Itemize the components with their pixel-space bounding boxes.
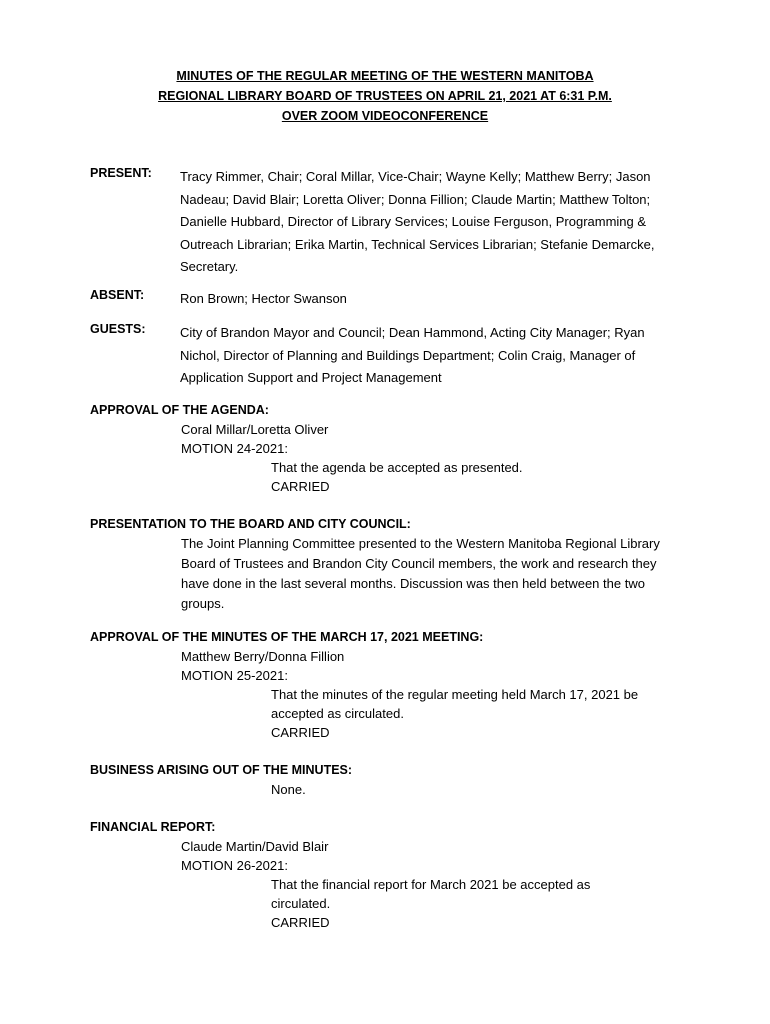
title-line-1: MINUTES OF THE REGULAR MEETING OF THE WESTERN MANITOBA xyxy=(176,69,594,83)
title-line-2: REGIONAL LIBRARY BOARD OF TRUSTEES ON APRIL 21, 2021 AT 6:31 P.M. xyxy=(158,89,612,103)
financial-result: CARRIED xyxy=(271,915,330,930)
presentation-text: The Joint Planning Committee presented to the Western Manitoba Regional Library Board of Trustees and Brandon City Council members, the work and research they have done in the last several months. Discussion was then held between the two groups. xyxy=(181,536,660,611)
minutes-heading: APPROVAL OF THE MINUTES OF THE MARCH 17, 2021 MEETING: xyxy=(90,630,484,644)
presentation-section xyxy=(90,515,690,614)
agenda-result: CARRIED xyxy=(271,479,330,494)
absent-label: ABSENT: xyxy=(90,288,145,302)
business-heading: BUSINESS ARISING OUT OF THE MINUTES: xyxy=(90,763,353,777)
minutes-motion-number: MOTION 25-2021: xyxy=(181,668,288,683)
document-title xyxy=(0,66,770,126)
minutes-result: CARRIED xyxy=(271,725,330,740)
present-section xyxy=(90,166,690,279)
minutes-approval-section xyxy=(90,628,690,742)
financial-motion-number: MOTION 26-2021: xyxy=(181,858,288,873)
financial-resolution: That the financial report for March 2021 be accepted as circulated. xyxy=(271,877,591,911)
agenda-heading: APPROVAL OF THE AGENDA: xyxy=(90,403,269,417)
agenda-movers: Coral Millar/Loretta Oliver xyxy=(181,422,329,437)
guests-section xyxy=(90,322,690,390)
financial-report-section xyxy=(90,818,690,932)
business-text: None. xyxy=(271,782,306,797)
title-line-3: OVER ZOOM VIDEOCONFERENCE xyxy=(281,109,489,123)
minutes-movers: Matthew Berry/Donna Fillion xyxy=(181,649,345,664)
absent-section xyxy=(90,288,690,311)
guests-list: City of Brandon Mayor and Council; Dean Hammond, Acting City Manager; Ryan Nichol, Director of Planning and Buildings Department; Colin Craig, Manager of Application Support and Project Management xyxy=(180,325,645,385)
financial-heading: FINANCIAL REPORT: xyxy=(90,820,216,834)
presentation-heading: PRESENTATION TO THE BOARD AND CITY COUNCIL: xyxy=(90,517,411,531)
minutes-resolution: That the minutes of the regular meeting held March 17, 2021 be accepted as circulated. xyxy=(271,687,639,721)
guests-label: GUESTS: xyxy=(90,322,146,336)
present-list: Tracy Rimmer, Chair; Coral Millar, Vice-Chair; Wayne Kelly; Matthew Berry; Jason Nadeau; David Blair; Loretta Oliver; Donna Fillion; Claude Martin; Matthew Tolton; Danielle Hubbard, Director of Library Services; Louise Ferguson, Programming & Outreach Librarian; Erika Martin, Technical Services Librarian; Stefanie Demarcke, Secretary. xyxy=(180,169,655,274)
present-label: PRESENT: xyxy=(90,166,152,180)
agenda-motion-number: MOTION 24-2021: xyxy=(181,441,288,456)
financial-movers: Claude Martin/David Blair xyxy=(181,839,329,854)
business-arising-section xyxy=(90,761,690,799)
agenda-section xyxy=(90,401,690,496)
agenda-resolution: That the agenda be accepted as presented. xyxy=(271,460,523,475)
absent-list: Ron Brown; Hector Swanson xyxy=(180,291,347,306)
